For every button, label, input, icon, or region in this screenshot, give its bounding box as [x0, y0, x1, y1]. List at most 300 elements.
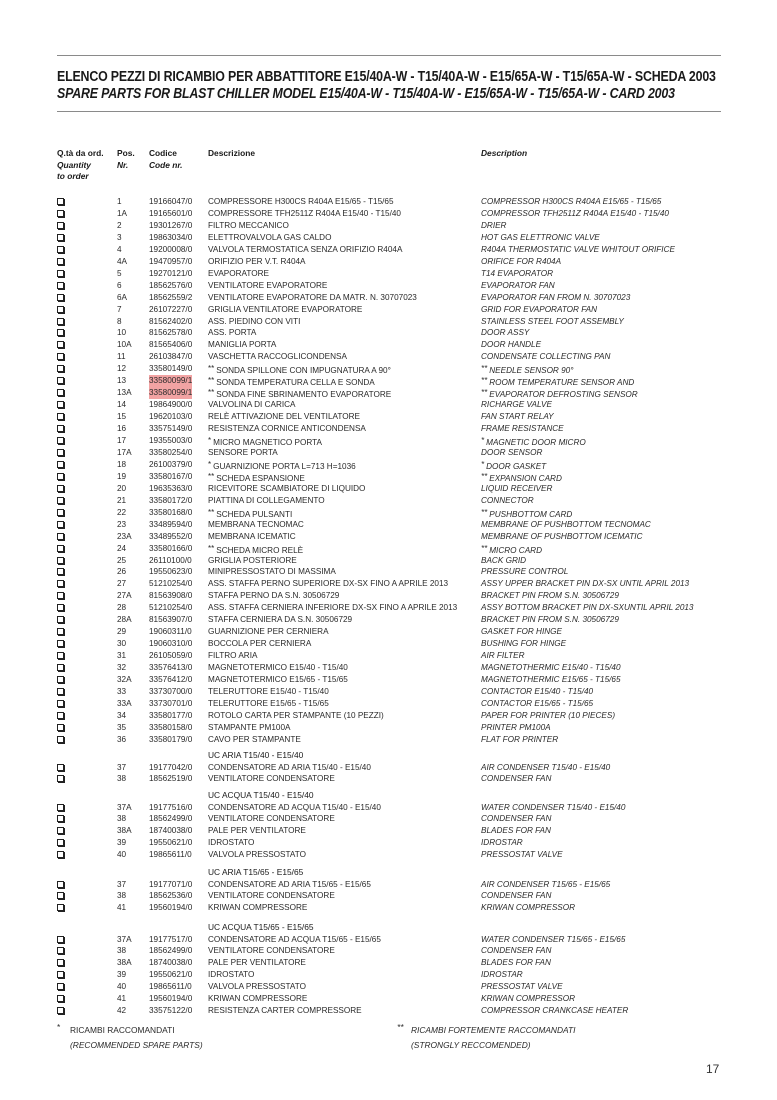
recommended-marker: ** [481, 364, 488, 374]
part-description [208, 531, 296, 543]
checkbox-icon[interactable] [57, 995, 64, 1002]
part-description-text: MAGNETOTERMICO E15/40 - T15/40 [208, 663, 348, 673]
part-description-text: GRIGLIA VENTILATORE EVAPORATORE [208, 304, 363, 314]
part-description-english [481, 773, 551, 785]
position-number: 6A [117, 292, 128, 302]
table-row [0, 902, 777, 914]
part-code: 81562578/0 [149, 328, 193, 338]
part-description-english-text: WATER CONDENSER T15/40 - E15/40 [481, 802, 626, 812]
position-number: 32 [117, 663, 127, 673]
part-description-english [481, 1005, 628, 1017]
checkbox-icon[interactable] [57, 676, 64, 683]
part-code: 19560194/0 [149, 903, 193, 913]
part-description-english-text: CONDENSATE COLLECTING PAN [481, 352, 611, 362]
checkbox-icon[interactable] [57, 533, 64, 540]
part-description-english [481, 495, 534, 507]
checkbox-icon[interactable] [57, 724, 64, 731]
part-description-english [481, 957, 551, 969]
part-description-english-text: COMPRESSOR H300CS R404A E15/65 - T15/65 [481, 197, 662, 206]
page-number: 17 [706, 1062, 720, 1076]
part-description-english-text: MAGNETIC DOOR MICRO [486, 438, 586, 447]
position-number: 37 [117, 762, 127, 772]
recommended-marker: ** [481, 507, 488, 517]
part-description-english-text: ASSY BOTTOM BRACKET PIN DX-SXUNTIL APRIL 2013 [481, 603, 694, 613]
part-description-english [481, 304, 597, 316]
position-number: 16 [117, 424, 127, 434]
part-description-text: BOCCOLA PER CERNIERA [208, 639, 312, 649]
checkbox-icon[interactable] [57, 365, 64, 372]
part-description-english-text: R404A THERMOSTATIC VALVE WHITOUT ORIFICE [481, 244, 675, 254]
part-description-english [481, 566, 568, 578]
part-description-english-text: EVAPORATOR FAN FROM N. 30707023 [481, 292, 631, 302]
part-description-english [481, 399, 552, 411]
part-description-english-text: BLADES FOR FAN [481, 826, 551, 836]
part-description-english-text: MAGNETOTHERMIC E15/65 - T15/65 [481, 675, 621, 684]
checkbox-icon[interactable] [57, 604, 64, 611]
table-row [0, 890, 777, 902]
part-description-english [481, 519, 651, 531]
part-description-text: ASS. PORTA [208, 328, 257, 338]
table-row [0, 459, 777, 471]
part-description [208, 957, 306, 969]
part-description-english [481, 762, 610, 774]
part-description-text: MAGNETOTERMICO E15/65 - T15/65 [208, 675, 348, 684]
checkbox-icon[interactable] [57, 851, 64, 858]
part-description-english-text: FAN START RELAY [481, 412, 554, 422]
part-description-english-text: EXPANSION CARD [489, 473, 562, 483]
position-number: 38A [117, 826, 132, 836]
part-code: 19270121/0 [149, 268, 193, 278]
position-number: 28 [117, 603, 127, 613]
checkbox-icon[interactable] [57, 839, 64, 846]
part-code: 81563908/0 [149, 591, 193, 601]
part-description-text: MICRO MAGNETICO PORTA [213, 438, 322, 447]
part-description [208, 292, 417, 304]
part-description [208, 825, 306, 837]
part-code: 18562559/2 [149, 292, 193, 302]
part-description [208, 813, 335, 825]
checkbox-icon[interactable] [57, 485, 64, 492]
part-code: 18562499/0 [149, 946, 193, 956]
part-description-english-text: DRIER [481, 220, 507, 230]
part-code: 26107227/0 [149, 304, 193, 314]
part-description [208, 590, 339, 602]
table-row [0, 762, 777, 774]
part-description [208, 399, 296, 411]
part-description-english [481, 316, 624, 328]
part-description-english [481, 423, 564, 435]
checkbox-icon[interactable] [57, 258, 64, 265]
part-description-english-text: STAINLESS STEEL FOOT ASSEMBLY [481, 316, 624, 326]
checkbox-icon[interactable] [57, 827, 64, 834]
position-number: 39 [117, 970, 127, 980]
part-description-text: PALE PER VENTILATORE [208, 958, 306, 968]
checkbox-icon[interactable] [57, 764, 64, 771]
part-description-english [481, 662, 621, 674]
checkbox-icon[interactable] [57, 592, 64, 599]
part-description-english-text: DOOR GASKET [486, 461, 547, 471]
footnote-strongly-recommended-english: (STRONGLY RECCOMENDED) [411, 1040, 531, 1050]
table-row [0, 196, 777, 208]
recommended-marker: ** [208, 507, 215, 517]
part-description-text: CAVO PER STAMPANTE [208, 734, 301, 744]
position-number: 38 [117, 891, 127, 901]
part-code: 33580167/0 [149, 471, 193, 481]
part-description-english [481, 722, 551, 734]
part-code: 33580177/0 [149, 710, 193, 720]
part-description [208, 495, 325, 507]
position-number: 8 [117, 316, 122, 326]
part-description-text: PALE PER VENTILATORE [208, 826, 306, 836]
position-number: 32A [117, 675, 132, 684]
part-description-english [481, 813, 551, 825]
part-code: 33575149/0 [149, 424, 193, 434]
part-description [208, 802, 381, 814]
part-description-text: VENTILATORE EVAPORATORE DA MATR. N. 30707023 [208, 292, 417, 302]
part-code: 33489552/0 [149, 531, 193, 541]
part-description-english-text: CONNECTOR [481, 495, 534, 505]
header-code: Codice Code nr. [149, 148, 183, 170]
checkbox-icon[interactable] [57, 652, 64, 659]
part-description-english [481, 626, 562, 638]
part-description [208, 220, 289, 232]
position-number: 23A [117, 531, 132, 541]
table-row [0, 256, 777, 268]
table-row [0, 495, 777, 507]
part-code: 33576412/0 [149, 675, 193, 684]
part-description [208, 849, 306, 861]
part-description-english [481, 981, 563, 993]
part-description-english-text: COMPRESSOR CRANKCASE HEATER [481, 1006, 629, 1016]
table-row [0, 327, 777, 339]
part-description-english [481, 686, 593, 698]
part-description [208, 555, 297, 567]
checkbox-icon[interactable] [57, 282, 64, 289]
part-description-text: STAFFA PERNO DA S.N. 30506729 [208, 591, 340, 601]
part-description-english-text: AIR FILTER [481, 651, 525, 661]
part-description-text: ASS. STAFFA CERNIERA INFERIORE DX-SX FINO A APRILE 2013 [208, 603, 458, 613]
recommended-marker: ** [481, 471, 488, 481]
position-number: 25 [117, 555, 127, 565]
checkbox-icon[interactable] [57, 815, 64, 822]
part-code: 51210254/0 [149, 579, 193, 589]
table-row [0, 969, 777, 981]
part-description-english-text: LIQUID RECEIVER [481, 483, 553, 493]
part-description-english [481, 993, 575, 1005]
checkbox-icon[interactable] [57, 246, 64, 253]
position-number: 29 [117, 627, 127, 637]
position-number: 18 [117, 459, 127, 469]
part-description-english [481, 890, 551, 902]
part-code: 33580099/1 [149, 376, 193, 386]
part-code: 18740038/0 [149, 958, 193, 968]
checkbox-icon[interactable] [57, 983, 64, 990]
part-code: 33580168/0 [149, 507, 193, 517]
checkbox-icon[interactable] [57, 557, 64, 564]
table-row [0, 662, 777, 674]
part-description [208, 614, 352, 626]
table-row [0, 555, 777, 567]
position-number: 5 [117, 268, 122, 278]
position-number: 22 [117, 507, 127, 517]
part-description-text: STAMPANTE PM100A [208, 722, 291, 732]
part-code: 19550621/0 [149, 838, 193, 848]
part-description-english [481, 674, 621, 686]
checkbox-icon[interactable] [57, 329, 64, 336]
header-quantity: Q.tà da ord. Quantity to order [57, 148, 104, 181]
checkbox-icon[interactable] [57, 521, 64, 528]
part-code: 26110100/0 [149, 555, 192, 565]
part-code: 19470957/0 [149, 256, 193, 266]
part-description-english [481, 879, 610, 891]
part-description-english [481, 280, 555, 292]
recommended-marker: * [208, 436, 212, 445]
checkbox-icon[interactable] [57, 804, 64, 811]
checkbox-icon[interactable] [57, 580, 64, 587]
part-description [208, 945, 335, 957]
position-number: 15 [117, 412, 127, 422]
table-row [0, 531, 777, 543]
part-description [208, 602, 457, 614]
part-description-english [481, 339, 541, 351]
checkbox-icon[interactable] [57, 473, 64, 480]
table-row [0, 543, 777, 555]
checkbox-icon[interactable] [57, 947, 64, 954]
part-code: 33580254/0 [149, 447, 193, 457]
part-description [208, 196, 394, 208]
checkbox-icon[interactable] [57, 294, 64, 301]
part-description-english-text: PRESSOSTAT VALVE [481, 982, 563, 992]
checkbox-icon[interactable] [57, 222, 64, 229]
table-row [0, 802, 777, 814]
checkbox-icon[interactable] [57, 664, 64, 671]
checkbox-icon[interactable] [57, 775, 64, 782]
part-description-text: CONDENSATORE AD ARIA T15/65 - E15/65 [208, 879, 371, 889]
checkbox-icon[interactable] [57, 712, 64, 719]
part-description-text: ROTOLO CARTA PER STAMPANTE (10 PEZZI) [208, 710, 384, 720]
header-description: Descrizione [208, 148, 256, 158]
table-row [0, 351, 777, 363]
checkbox-icon[interactable] [57, 413, 64, 420]
checkbox-icon[interactable] [57, 353, 64, 360]
position-number: 4A [117, 256, 128, 266]
part-description [208, 244, 402, 256]
part-description-english-text: COMPRESSOR TFH2511Z R404A E15/40 - T15/40 [481, 208, 669, 218]
recommended-marker: ** [208, 376, 215, 386]
table-row [0, 813, 777, 825]
part-code: 26100379/0 [149, 459, 193, 469]
footnote-strongly-recommended: RICAMBI FORTEMENTE RACCOMANDATI [411, 1025, 576, 1035]
part-description-text: KRIWAN COMPRESSORE [208, 994, 308, 1004]
part-description-english [481, 698, 593, 710]
checkbox-icon[interactable] [57, 971, 64, 978]
checkbox-icon[interactable] [57, 616, 64, 623]
part-description [208, 411, 360, 423]
part-description-text: COMPRESSORE H300CS R404A E15/65 - T15/65 [208, 197, 394, 206]
part-code: 33580099/1 [149, 388, 193, 398]
recommended-marker: * [481, 459, 485, 469]
part-description-text: VASCHETTA RACCOGLICONDENSA [208, 352, 347, 362]
part-description-english-text: BRACKET PIN FROM S.N. 30506729 [481, 615, 619, 625]
part-code: 18562499/0 [149, 814, 193, 824]
checkbox-icon[interactable] [57, 461, 64, 468]
table-row [0, 993, 777, 1005]
checkbox-icon[interactable] [57, 198, 64, 205]
table-row [0, 773, 777, 785]
table-row [0, 387, 777, 399]
position-number: 36 [117, 734, 127, 744]
position-number: 24 [117, 543, 127, 553]
part-description-english-text: MAGNETOTHERMIC E15/40 - T15/40 [481, 663, 621, 673]
part-code: 26103847/0 [149, 352, 193, 362]
part-code: 19177517/0 [149, 934, 193, 944]
table-row [0, 710, 777, 722]
table-row [0, 722, 777, 734]
part-description [208, 722, 291, 734]
part-description-english-text: FLAT FOR PRINTER [481, 734, 559, 744]
part-description-text: TELERUTTORE E15/40 - T15/40 [208, 686, 329, 696]
part-description [208, 423, 366, 435]
checkbox-icon[interactable] [57, 234, 64, 241]
checkbox-icon[interactable] [57, 389, 64, 396]
part-description [208, 902, 307, 914]
recommended-marker: ** [208, 471, 215, 481]
part-description-english [481, 351, 610, 363]
part-code: 19177042/0 [149, 762, 193, 772]
part-description-text: EVAPORATORE [208, 268, 269, 278]
part-description-english-text: AIR CONDENSER T15/40 - E15/40 [481, 762, 611, 772]
position-number: 28A [117, 615, 132, 625]
position-number: 11 [117, 352, 126, 362]
table-row [0, 934, 777, 946]
part-description-english [481, 411, 554, 423]
position-number: 34 [117, 710, 127, 720]
part-description-text: MEMBRANA TECNOMAC [208, 519, 304, 529]
recommended-marker: ** [208, 364, 215, 374]
checkbox-icon[interactable] [57, 959, 64, 966]
position-number: 1 [117, 197, 122, 206]
checkbox-icon[interactable] [57, 640, 64, 647]
table-row [0, 399, 777, 411]
part-description-text: ASS. PIEDINO CON VITI [208, 316, 301, 326]
checkbox-icon[interactable] [57, 437, 64, 444]
checkbox-icon[interactable] [57, 892, 64, 899]
checkbox-icon[interactable] [57, 449, 64, 456]
part-code: 19560194/0 [149, 994, 193, 1004]
checkbox-icon[interactable] [57, 497, 64, 504]
part-description-text: RESISTENZA CORNICE ANTICONDENSA [208, 424, 366, 434]
part-description-english [481, 220, 506, 232]
part-description-text: KRIWAN COMPRESSORE [208, 903, 308, 913]
part-description [208, 734, 301, 746]
checkbox-icon[interactable] [57, 904, 64, 911]
part-description [208, 351, 347, 363]
part-description [208, 686, 329, 698]
part-description-text: RESISTENZA CARTER COMPRESSORE [208, 1006, 362, 1016]
title-bottom-rule [57, 111, 721, 112]
checkbox-icon[interactable] [57, 736, 64, 743]
part-code: 19550623/0 [149, 567, 193, 577]
checkbox-icon[interactable] [57, 270, 64, 277]
part-description-english-text: PRINTER PM100A [481, 722, 551, 732]
table-row [0, 471, 777, 483]
checkbox-icon[interactable] [57, 881, 64, 888]
part-description [208, 762, 371, 774]
footnote-star: * [57, 1022, 61, 1032]
table-row [0, 304, 777, 316]
part-description-english [481, 638, 566, 650]
checkbox-icon[interactable] [57, 341, 64, 348]
table-row [0, 363, 777, 375]
part-description [208, 993, 307, 1005]
position-number: 13A [117, 388, 132, 398]
part-description-english [481, 849, 563, 861]
part-description-text: COMPRESSORE TFH2511Z R404A E15/40 - T15/40 [208, 208, 401, 218]
checkbox-icon[interactable] [57, 628, 64, 635]
checkbox-icon[interactable] [57, 377, 64, 384]
part-description-english [481, 483, 552, 495]
checkbox-icon[interactable] [57, 1007, 64, 1014]
part-description-english-text: MEMBRANE OF PUSHBOTTOM TECNOMAC [481, 519, 651, 529]
part-code: 18562576/0 [149, 280, 193, 290]
part-description-english [481, 232, 600, 244]
part-description-text: SONDA FINE SBRINAMENTO EVAPORATORE [216, 390, 392, 400]
part-description [208, 208, 401, 220]
position-number: 30 [117, 639, 127, 649]
part-description-text: ORIFIZIO PER V.T. R404A [208, 256, 306, 266]
part-code: 33730700/0 [149, 686, 193, 696]
checkbox-icon[interactable] [57, 425, 64, 432]
table-row [0, 734, 777, 746]
checkbox-icon[interactable] [57, 568, 64, 575]
checkbox-icon[interactable] [57, 936, 64, 943]
part-description [208, 304, 362, 316]
part-description-english [481, 902, 575, 914]
checkbox-icon[interactable] [57, 210, 64, 217]
table-row [0, 208, 777, 220]
part-description-english-text: GASKET FOR HINGE [481, 627, 562, 637]
checkbox-icon[interactable] [57, 509, 64, 516]
checkbox-icon[interactable] [57, 306, 64, 313]
checkbox-icon[interactable] [57, 700, 64, 707]
part-code: 19301267/0 [149, 220, 193, 230]
position-number: 3 [117, 232, 122, 242]
part-description-english [481, 578, 689, 590]
part-description-english-text: DOOR HANDLE [481, 340, 542, 350]
part-description-text: VENTILATORE CONDENSATORE [208, 774, 335, 784]
position-number: 7 [117, 304, 122, 314]
part-code: 19863034/0 [149, 232, 193, 242]
part-description-english [481, 256, 561, 268]
section-title: UC ARIA T15/40 - E15/40 [208, 750, 304, 760]
position-number: 19 [117, 471, 127, 481]
position-number: 10A [117, 340, 132, 350]
checkbox-icon[interactable] [57, 688, 64, 695]
part-description-text: SENSORE PORTA [208, 447, 278, 457]
position-number: 6 [117, 280, 122, 290]
part-description-english-text: CONTACTOR E15/40 - T15/40 [481, 686, 594, 696]
part-description-english [481, 650, 525, 662]
position-number: 20 [117, 483, 127, 493]
checkbox-icon[interactable] [57, 545, 64, 552]
checkbox-icon[interactable] [57, 401, 64, 408]
part-description-english-text: DOOR SENSOR [481, 447, 543, 457]
position-number: 33A [117, 698, 132, 708]
part-description-english-text: EVAPORATOR FAN [481, 280, 555, 290]
part-description-english-text: DOOR ASSY [481, 328, 530, 338]
checkbox-icon[interactable] [57, 318, 64, 325]
part-description-english-text: IDROSTAR [481, 970, 523, 980]
